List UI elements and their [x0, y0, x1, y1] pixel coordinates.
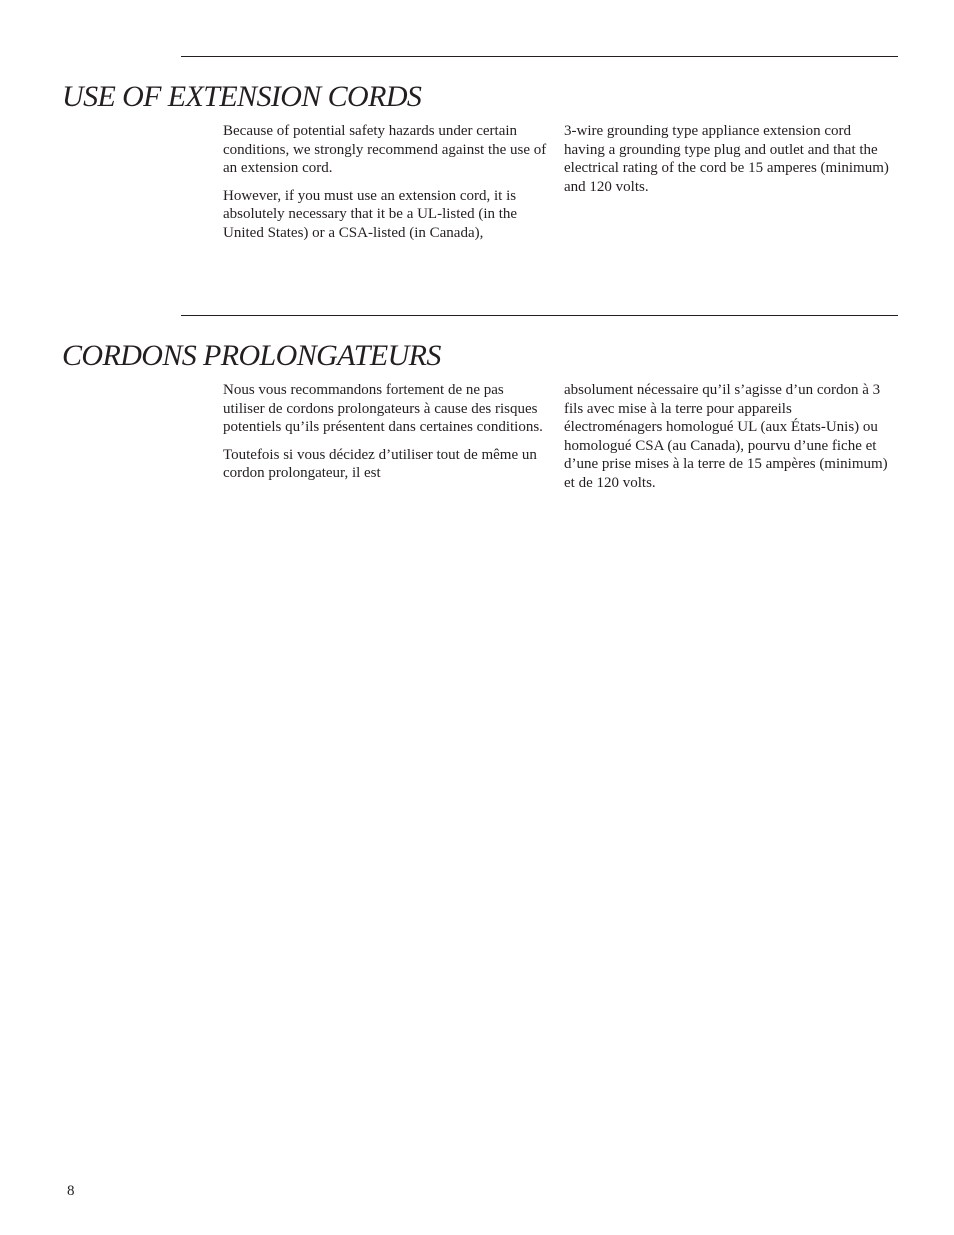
- section-divider-english: [181, 56, 898, 57]
- english-right-column: [564, 122, 889, 205]
- page-number: 8: [67, 1183, 75, 1199]
- french-paragraph-1: Nous vous recommandons fortement de ne pas utiliser de cordons prolongateurs à cause des risques potentiels qu’ils présentent dans certaines conditions.: [223, 382, 543, 436]
- english-left-column: [223, 122, 548, 252]
- english-paragraph-3: 3-wire grounding type appliance extension cord having a grounding type plug and outlet and that the electrical rating of the cord be 15 amperes (minimum) and 120 volts.: [564, 123, 889, 195]
- french-paragraph-3: absolument nécessaire qu’il s’agisse d’un cordon à 3 fils avec mise à la terre pour appareils électroménagers homologué UL (aux États-Unis) ou homologué CSA (au Canada), pourvu d’une fiche et d’une prise mises à la terre de 15 ampères (minimum) et de 120 volts.: [564, 382, 888, 491]
- french-paragraph-2: Toutefois si vous décidez d’utiliser tout de même un cordon prolongateur, il est: [223, 446, 537, 482]
- french-left-column: [223, 381, 548, 492]
- heading-use-of-extension-cords: USE OF EXTENSION CORDS: [62, 80, 422, 113]
- french-right-column: [564, 381, 889, 502]
- english-paragraph-2: However, if you must use an extension cord, it is absolutely necessary that it be a UL-listed (in the United States) or a CSA-listed (in Canada),: [223, 187, 518, 241]
- section-divider-french: [181, 315, 898, 316]
- english-paragraph-1: Because of potential safety hazards under certain conditions, we strongly recommend against the use of an extension cord.: [223, 123, 547, 177]
- heading-cordons-prolongateurs: CORDONS PROLONGATEURS: [62, 339, 441, 372]
